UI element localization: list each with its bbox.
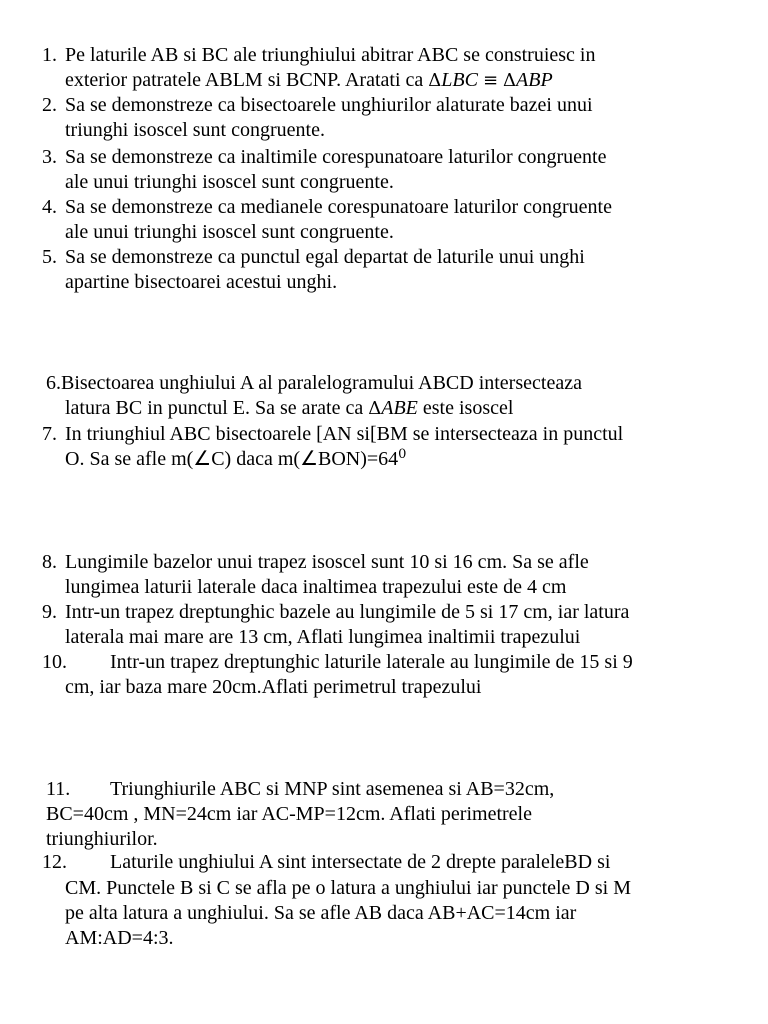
- problem-text-line: apartine bisectoarei acestui unghi.: [65, 270, 338, 293]
- problem-text-line: AM:AD=4:3.: [65, 926, 174, 949]
- problem-number: 5.: [42, 245, 57, 268]
- problem-number: 6.: [46, 371, 61, 394]
- problem-number: 4.: [42, 195, 57, 218]
- problem-text-line: Sa se demonstreze ca medianele corespunatoare laturilor congruente: [65, 195, 612, 218]
- problem-number: 7.: [42, 422, 57, 445]
- problem-number: 2.: [42, 93, 57, 116]
- problem-text-line: [65, 396, 513, 421]
- problem-number: 8.: [42, 550, 57, 573]
- problem-text-line: CM. Punctele B si C se afla pe o latura a unghiului iar punctele D si M: [65, 876, 631, 899]
- problem-text-line: Lungimile bazelor unui trapez isoscel sunt 10 si 16 cm. Sa se afle: [65, 550, 589, 573]
- problem-text-line: Sa se demonstreze ca inaltimile corespunatoare laturilor congruente: [65, 145, 607, 168]
- congruence-symbol: ≡: [482, 69, 499, 91]
- problem-text-line: Sa se demonstreze ca punctul egal departat de laturile unui unghi: [65, 245, 585, 268]
- problem-number: 10.: [42, 650, 67, 673]
- problem-text: este isoscel: [422, 396, 514, 419]
- problem-number: 12.: [42, 850, 67, 873]
- problem-text-line: BC=40cm , MN=24cm iar AC-MP=12cm. Aflati perimetrele: [46, 802, 532, 825]
- problem-text: Bisectoarea unghiului A al paralelogramului ABCD intersecteaza: [61, 371, 582, 394]
- problem-number: 11.: [46, 777, 71, 800]
- problem-text-line: triunghi isoscel sunt congruente.: [65, 118, 325, 141]
- delta-symbol: Δ: [428, 69, 442, 91]
- problem-text-line: [46, 371, 582, 396]
- problem-text-line: Intr-un trapez dreptunghic laturile laterale au lungimile de 15 si 9: [110, 650, 633, 673]
- math-expression: [428, 69, 552, 91]
- problem-text: O. Sa se afle m(∠C) daca m(∠BON)=64: [65, 447, 399, 470]
- problem-text-line: Triunghiurile ABC si MNP sint asemenea si AB=32cm,: [110, 777, 555, 800]
- problem-text-line: pe alta latura a unghiului. Sa se afle AB daca AB+AC=14cm iar: [65, 901, 577, 924]
- problem-text-line: ale unui triunghi isoscel sunt congruente.: [65, 170, 394, 193]
- problem-text-line: Sa se demonstreze ca bisectoarele unghiurilor alaturate bazei unui: [65, 93, 593, 116]
- triangle-name: ABE: [381, 396, 418, 419]
- problem-text-line: laterala mai mare are 13 cm, Aflati lungimea inaltimii trapezului: [65, 625, 581, 648]
- problem-number: 1.: [42, 43, 57, 66]
- delta-symbol: Δ: [368, 397, 382, 419]
- problem-text-line: ale unui triunghi isoscel sunt congruente.: [65, 220, 394, 243]
- problem-text-line: lungimea laturii laterale daca inaltimea trapezului este de 4 cm: [65, 575, 567, 598]
- triangle-name: LBC: [441, 68, 478, 91]
- math-expression: [368, 397, 418, 419]
- problem-text-line: Pe laturile AB si BC ale triunghiului abitrar ABC se construiesc in: [65, 43, 596, 66]
- problem-text-line: cm, iar baza mare 20cm.Aflati perimetrul trapezului: [65, 675, 482, 698]
- problem-text: latura BC in punctul E. Sa se arate ca: [65, 396, 364, 419]
- problem-text-line: Laturile unghiului A sint intersectate de 2 drepte paraleleBD si: [110, 850, 611, 873]
- problem-number: 3.: [42, 145, 57, 168]
- triangle-name: ABP: [516, 68, 553, 91]
- problem-number: 9.: [42, 600, 57, 623]
- degree-superscript: 0: [398, 446, 407, 462]
- problem-text-line: Intr-un trapez dreptunghic bazele au lungimile de 5 si 17 cm, iar latura: [65, 600, 630, 623]
- problem-text-line: [65, 447, 406, 472]
- problem-text-line: [65, 68, 553, 93]
- problem-text: exterior patratele ABLM si BCNP. Aratati ca: [65, 68, 424, 91]
- problem-text-line: triunghiurilor.: [46, 827, 158, 850]
- problem-text-line: In triunghiul ABC bisectoarele [AN si[BM se intersecteaza in punctul: [65, 422, 624, 445]
- delta-symbol: Δ: [503, 69, 517, 91]
